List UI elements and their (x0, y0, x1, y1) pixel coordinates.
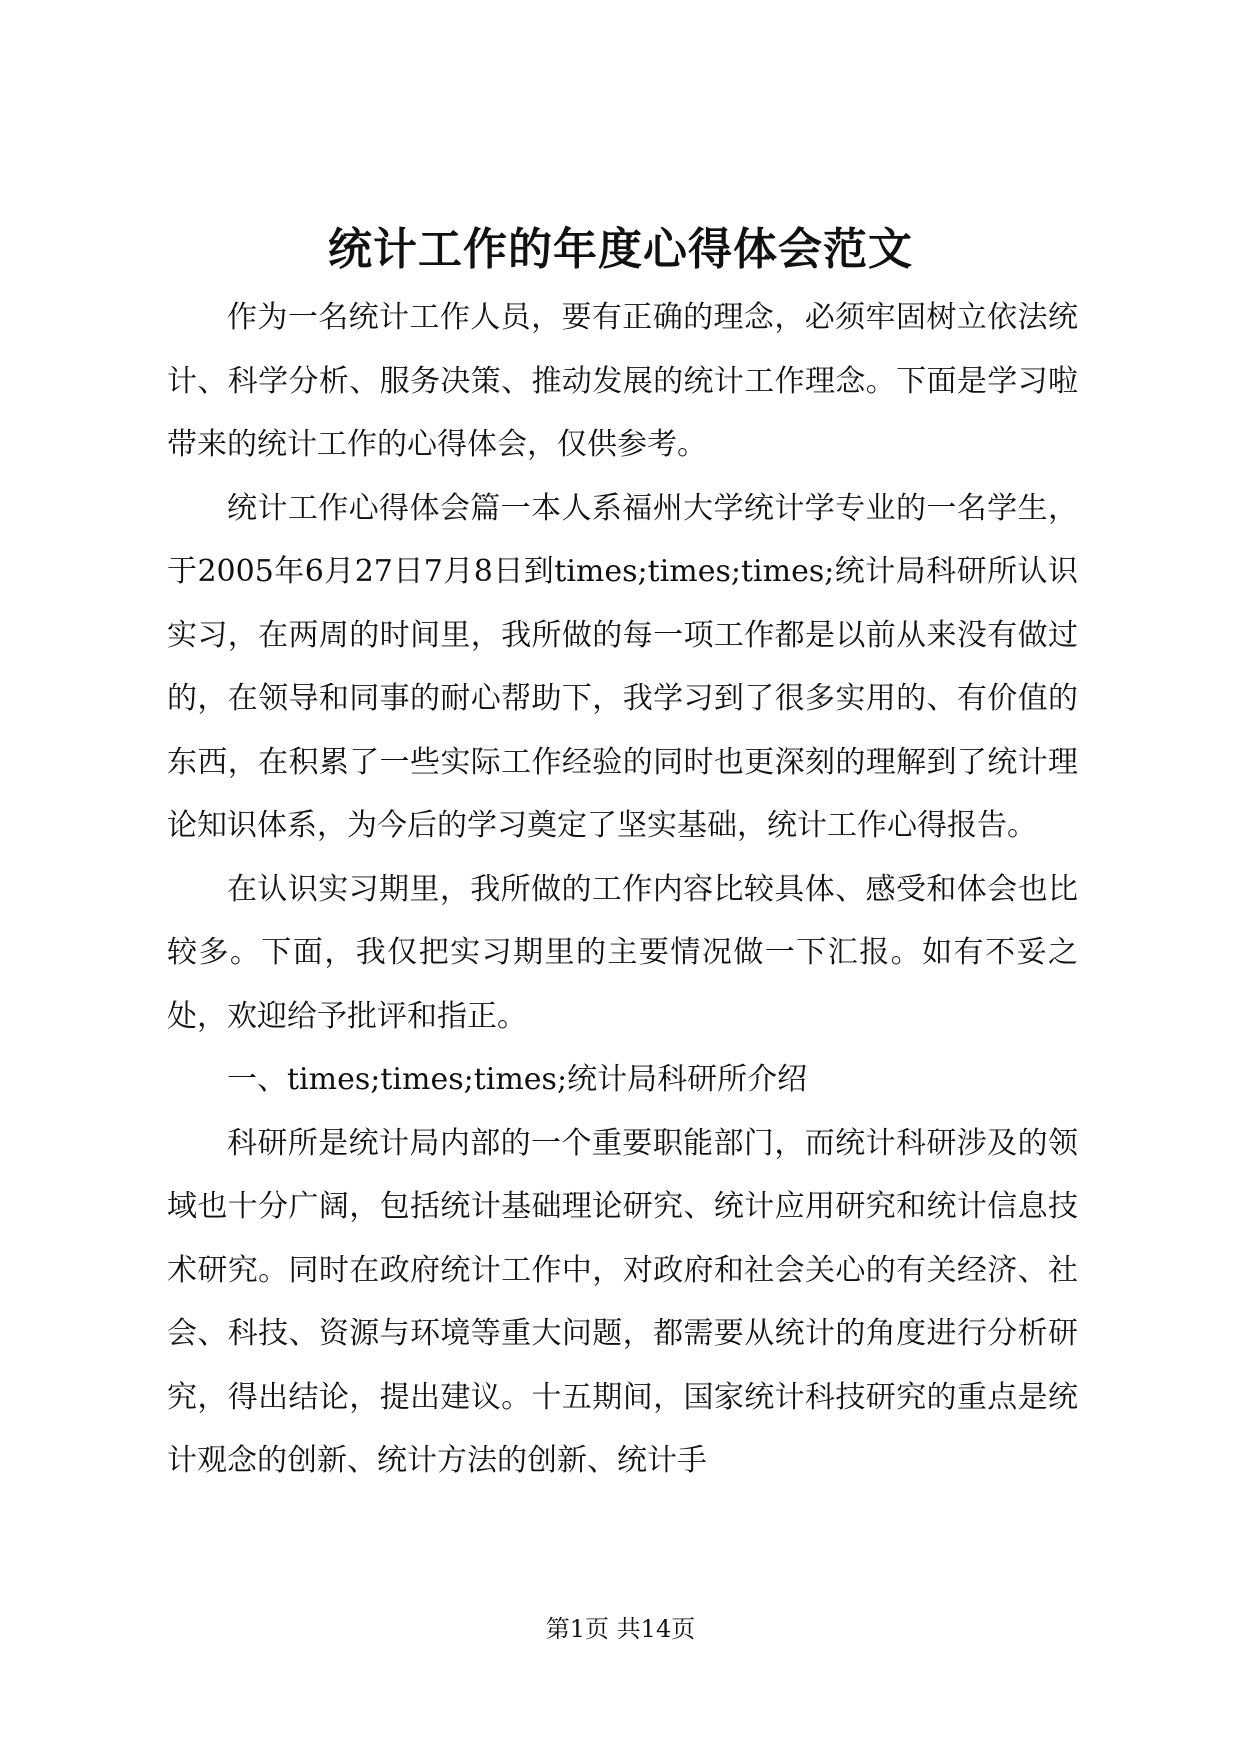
page-footer: 第1页 共14页 (545, 1615, 696, 1643)
paragraph-institute: 科研所是统计局内部的一个重要职能部门，而统计科研涉及的领域也十分广阔，包括统计基础理论研究、统计应用研究和统计信息技术研究。同时在政府统计工作中，对政府和社会关心的有关经济、社会、科技、资源与环境等重大问题，都需要从统计的角度进行分析研究，得出结论，提出建议。十五期间，国家统计科技研究的重点是统计观念的创新、统计方法的创新、统计手 (167, 1125, 1078, 1478)
paragraph-internship: 统计工作心得体会篇一本人系福州大学统计学专业的一名学生，于2005年6月27日7月8日到times;times;times;统计局科研所认识实习，在两周的时间里，我所做的每一项工作都是以前从来没有做过的，在领导和同事的耐心帮助下，我学习到了很多实用的、有价值的东西，在积累了一些实际工作经验的同时也更深刻的理解到了统计理论知识体系，为今后的学习奠定了坚实基础，统计工作心得报告。 (167, 490, 1078, 843)
section-heading: 一、times;times;times;统计局科研所介绍 (227, 1062, 808, 1097)
paragraph-intro: 作为一名统计工作人员，要有正确的理念，必须牢固树立依法统计、科学分析、服务决策、推动发展的统计工作理念。下面是学习啦带来的统计工作的心得体会，仅供参考。 (167, 300, 1078, 462)
document-title: 统计工作的年度心得体会范文 (328, 224, 913, 275)
paragraph-summary: 在认识实习期里，我所做的工作内容比较具体、感受和体会也比较多。下面，我仅把实习期里的主要情况做一下汇报。如有不妥之处，欢迎给予批评和指正。 (167, 871, 1078, 1034)
document-body (167, 286, 1078, 1493)
